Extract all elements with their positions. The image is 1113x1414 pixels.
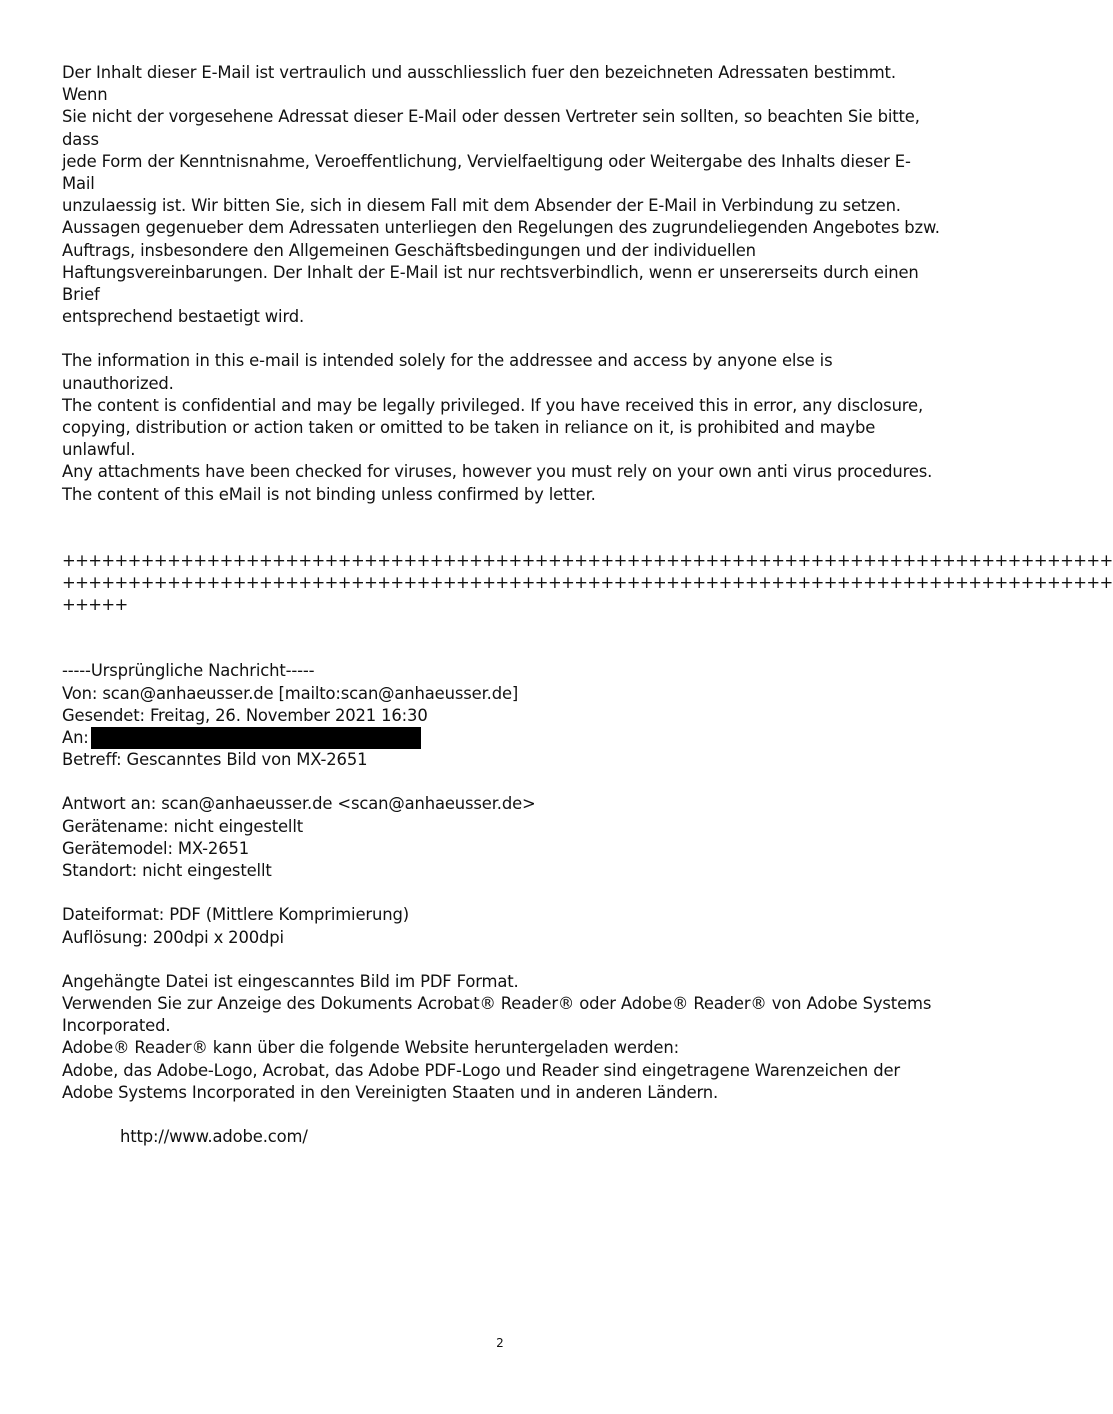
location-line: Standort: nicht eingestellt xyxy=(62,861,272,881)
original-message-marker: -----Ursprüngliche Nachricht----- xyxy=(62,661,315,681)
spacer xyxy=(62,1104,942,1126)
device-info xyxy=(62,793,942,882)
file-info xyxy=(62,904,942,948)
file-format-line: Dateiformat: PDF (Mittlere Komprimierung) xyxy=(62,905,409,925)
reply-to-line: Antwort an: scan@anhaeusser.de <scan@anhaeusser.de> xyxy=(62,794,536,814)
disclaimer-english: The information in this e-mail is intended solely for the addressee and access by anyone else is unauthorized. The content is confidential and may be legally privileged. If you have received this in error, any disclosure, copying, distribution or action taken or omitted to be taken in reliance on it, is prohibited and maybe unlawful. Any attachments have been checked for viruses, however you must rely on your own anti virus procedures. The content of this eMail is not binding unless confirmed by letter. xyxy=(62,351,933,504)
document-body xyxy=(62,62,1113,1148)
to-line xyxy=(62,727,942,749)
separator-line-3: +++++ xyxy=(62,595,128,615)
separator-line-2: ++++++++++++++++++++++++++++++++++++++++++++++++++++++++++++++++++++++++++++++++ xyxy=(62,573,1113,593)
attachment-info: Angehängte Datei ist eingescanntes Bild im PDF Format. Verwenden Sie zur Anzeige des Dokuments Acrobat® Reader® oder Adobe® Reader® von Adobe Systems Incorporated. Adobe® Reader® kann über die folgende Website heruntergeladen werden: Adobe, das Adobe-Logo, Acrobat, das Adobe PDF-Logo und Reader sind eingetragene Warenzeichen der Adobe Systems Incorporated in den Vereinigten Staaten und in anderen Ländern. xyxy=(62,971,932,1102)
to-label: An: xyxy=(62,728,89,748)
subject-line: Betreff: Gescanntes Bild von MX-2651 xyxy=(62,750,368,770)
spacer xyxy=(62,949,942,971)
from-line: Von: scan@anhaeusser.de [mailto:scan@anhaeusser.de] xyxy=(62,683,519,703)
spacer xyxy=(62,328,942,350)
spacer xyxy=(62,616,942,660)
spacer xyxy=(62,506,942,550)
page-number: 2 xyxy=(496,1336,504,1350)
device-name-line: Gerätename: nicht eingestellt xyxy=(62,816,304,836)
spacer xyxy=(62,882,942,904)
resolution-line: Auflösung: 200dpi x 200dpi xyxy=(62,927,284,947)
adobe-link[interactable]: http://www.adobe.com/ xyxy=(120,1126,308,1146)
sent-line: Gesendet: Freitag, 26. November 2021 16:30 xyxy=(62,705,428,725)
separator-line-1: ++++++++++++++++++++++++++++++++++++++++++++++++++++++++++++++++++++++++++++++++ xyxy=(62,550,1113,570)
forwarded-header xyxy=(62,660,942,771)
disclaimer-german: Der Inhalt dieser E-Mail ist vertraulich und ausschliesslich fuer den bezeichneten Adressaten bestimmt. Wenn Sie nicht der vorgesehene Adressat dieser E-Mail oder dessen Vertreter sein sollten, so beachten Sie bitte, dass jede Form der Kenntnisnahme, Veroeffentlichung, Vervielfaeltigung oder Weitergabe des Inhalts dieser E-Mail unzulaessig ist. Wir bitten Sie, sich in diesem Fall mit dem Absender der E-Mail in Verbindung zu setzen. Aussagen gegenueber dem Adressaten unterliegen den Regelungen des zugrundeliegenden Angebotes bzw. Auftrags, insbesondere den Allgemeinen Geschäftsbedingungen und der individuellen Haftungsvereinbarungen. Der Inhalt der E-Mail ist nur rechtsverbindlich, wenn er unsererseits durch einen Brief entsprechend bestaetigt wird. xyxy=(62,63,940,327)
spacer xyxy=(62,771,942,793)
redacted-recipient xyxy=(91,727,421,749)
device-model-line: Gerätemodel: MX-2651 xyxy=(62,838,250,858)
